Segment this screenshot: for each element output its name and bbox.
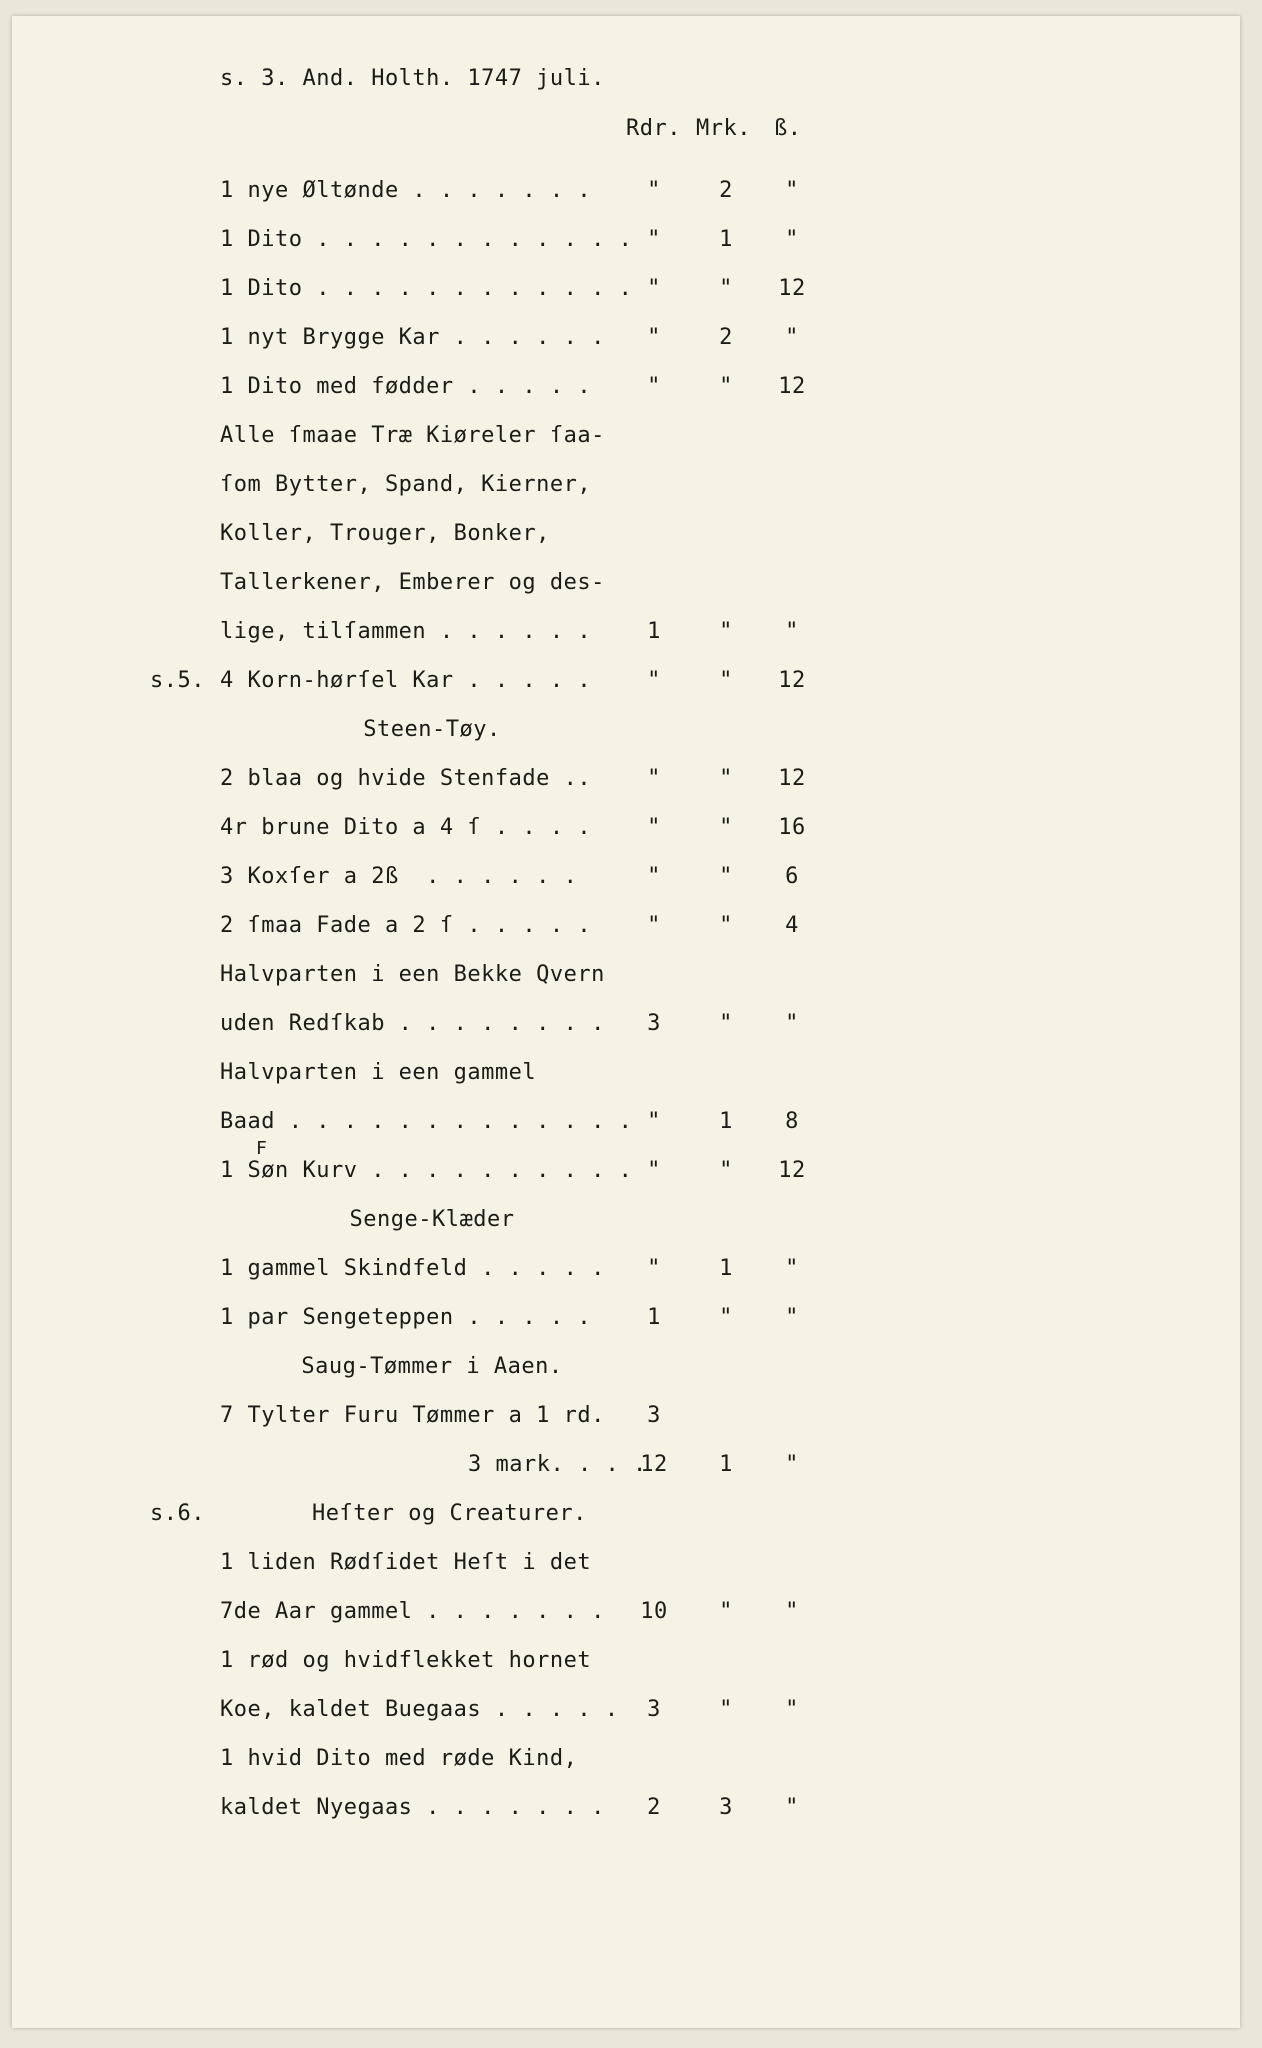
row-text: lige, tilſammen . . . . . .: [220, 619, 592, 644]
row-text: 1 gammel Skindfeld . . . . .: [220, 1256, 605, 1281]
amount-b: ": [785, 227, 799, 252]
amount-b: ": [785, 1256, 799, 1281]
amount-rdr: 1: [647, 619, 661, 644]
amount-rdr: ": [647, 766, 661, 791]
amount-b: 4: [785, 913, 799, 938]
amount-rdr: ": [647, 276, 661, 301]
amount-b: ": [785, 1305, 799, 1330]
amount-b: ": [785, 1011, 799, 1036]
amount-mrk: ": [719, 619, 733, 644]
amount-mrk: ": [719, 1697, 733, 1722]
amount-rdr: ": [647, 1109, 661, 1134]
amount-mrk: ": [719, 1305, 733, 1330]
amount-rdr: ": [647, 178, 661, 203]
amount-rdr: ": [647, 668, 661, 693]
amount-mrk: ": [719, 1158, 733, 1183]
amount-mrk: 1: [719, 227, 733, 252]
amount-rdr: 12: [640, 1452, 668, 1477]
row-text: 2 blaa og hvide Stenfade ..: [220, 766, 592, 791]
row-text: 1 hvid Dito med røde Kind,: [220, 1746, 578, 1771]
amount-rdr: ": [647, 227, 661, 252]
amount-rdr: ": [647, 913, 661, 938]
amount-b: ": [785, 1599, 799, 1624]
row-text: 1 liden Rødſidet Heſt i det: [220, 1550, 592, 1575]
amount-rdr: 1: [647, 1305, 661, 1330]
row-text: 4 Korn-hørſel Kar . . . . .: [220, 668, 592, 693]
amount-b: ": [785, 325, 799, 350]
row-text: Alle ſmaae Træ Kiøreler ſaa-: [220, 423, 605, 448]
amount-mrk: 2: [719, 178, 733, 203]
document-page: [12, 16, 1240, 2028]
row-text: 1 nyt Brygge Kar . . . . . .: [220, 325, 605, 350]
margin-page-ref: s.5.: [150, 668, 205, 693]
row-text: ſom Bytter, Spand, Kierner,: [220, 472, 592, 497]
column-header-rdr: Rdr.: [626, 116, 681, 141]
amount-b: ": [785, 1697, 799, 1722]
amount-b: ": [785, 178, 799, 203]
row-text: Halvparten i een gammel: [220, 1060, 537, 1085]
amount-b: 12: [778, 766, 806, 791]
amount-rdr: ": [647, 1256, 661, 1281]
amount-mrk: ": [719, 913, 733, 938]
section-heading: Steen-Tøy.: [363, 717, 501, 742]
row-text: 1 nye Øltønde . . . . . . .: [220, 178, 592, 203]
amount-mrk: 3: [719, 1795, 733, 1820]
amount-mrk: ": [719, 766, 733, 791]
amount-mrk: 2: [719, 325, 733, 350]
amount-b: 16: [778, 815, 806, 840]
amount-b: 6: [785, 864, 799, 889]
amount-rdr: ": [647, 1158, 661, 1183]
row-text: 2 ſmaa Fade a 2 ſ . . . . .: [220, 913, 592, 938]
amount-b: 12: [778, 374, 806, 399]
row-text: 3 Koxſer a 2ß . . . . . .: [220, 864, 578, 889]
column-header-b: ß.: [774, 116, 802, 141]
amount-mrk: ": [719, 1011, 733, 1036]
amount-mrk: 1: [719, 1452, 733, 1477]
row-text: 1 Søn Kurv . . . . . . . . . .: [220, 1158, 633, 1183]
row-text: Baad . . . . . . . . . . . . .: [220, 1109, 633, 1134]
amount-rdr: 3: [647, 1697, 661, 1722]
row-text: Koe, kaldet Buegaas . . . . .: [220, 1697, 619, 1722]
amount-rdr: ": [647, 815, 661, 840]
amount-mrk: 1: [719, 1109, 733, 1134]
row-text: 1 rød og hvidflekket hornet: [220, 1648, 592, 1673]
row-text: Tallerkener, Emberer og des-: [220, 570, 605, 595]
amount-rdr: ": [647, 374, 661, 399]
amount-rdr: 3: [647, 1011, 661, 1036]
document-header-line: s. 3. And. Holth. 1747 juli.: [220, 66, 605, 91]
amount-b: ": [785, 619, 799, 644]
row-text: Koller, Trouger, Bonker,: [220, 521, 550, 546]
row-text: 1 Dito . . . . . . . . . . . .: [220, 276, 633, 301]
amount-mrk: ": [719, 1599, 733, 1624]
row-text: 1 Dito . . . . . . . . . . . .: [220, 227, 633, 252]
interlinear-note: F: [256, 1138, 268, 1159]
row-text: Halvparten i een Bekke Qvern: [220, 962, 605, 987]
margin-page-ref: s.6.: [150, 1501, 205, 1526]
amount-rdr: 2: [647, 1795, 661, 1820]
row-text: 4r brune Dito a 4 ſ . . . .: [220, 815, 592, 840]
row-text: 1 par Sengeteppen . . . . .: [220, 1305, 592, 1330]
amount-rdr: ": [647, 864, 661, 889]
section-heading: Saug-Tømmer i Aaen.: [301, 1354, 563, 1379]
amount-rdr: 10: [640, 1599, 668, 1624]
section-heading: Heſter og Creaturer.: [312, 1501, 587, 1526]
row-text: 1 Dito med fødder . . . . .: [220, 374, 592, 399]
column-header-mrk: Mrk.: [696, 116, 751, 141]
row-text: uden Redſkab . . . . . . . .: [220, 1011, 605, 1036]
amount-mrk: ": [719, 276, 733, 301]
row-text: 3 mark. . . .: [468, 1452, 647, 1477]
amount-mrk: ": [719, 668, 733, 693]
amount-b: 12: [778, 276, 806, 301]
row-text: kaldet Nyegaas . . . . . . .: [220, 1795, 605, 1820]
amount-b: 12: [778, 668, 806, 693]
amount-mrk: ": [719, 815, 733, 840]
amount-mrk: 1: [719, 1256, 733, 1281]
amount-rdr: 3: [647, 1403, 661, 1428]
amount-b: ": [785, 1452, 799, 1477]
amount-b: 8: [785, 1109, 799, 1134]
row-text: 7 Tylter Furu Tømmer a 1 rd.: [220, 1403, 605, 1428]
amount-b: ": [785, 1795, 799, 1820]
amount-mrk: ": [719, 864, 733, 889]
row-text: 7de Aar gammel . . . . . . .: [220, 1599, 605, 1624]
amount-b: 12: [778, 1158, 806, 1183]
amount-rdr: ": [647, 325, 661, 350]
amount-mrk: ": [719, 374, 733, 399]
section-heading: Senge-Klæder: [349, 1207, 515, 1232]
